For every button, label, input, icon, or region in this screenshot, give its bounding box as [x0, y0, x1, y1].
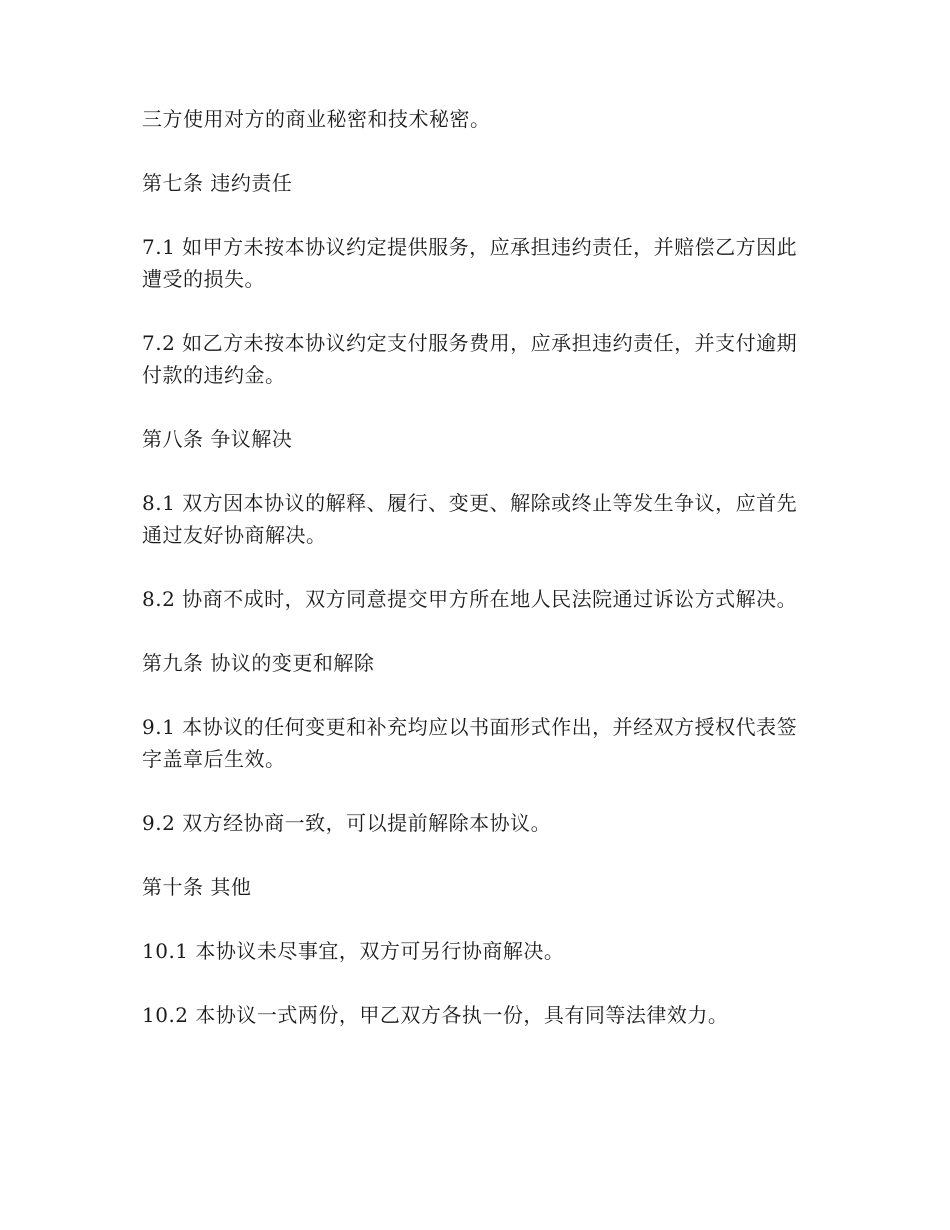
clause-8-2: 8.2 协商不成时，双方同意提交甲方所在地人民法院通过诉讼方式解决。	[142, 587, 798, 611]
clause-7-1: 7.1 如甲方未按本协议约定提供服务，应承担违约责任，并赔偿乙方因此遭受的损失。	[142, 235, 798, 291]
heading-article-9: 第九条 协议的变更和解除	[142, 651, 375, 675]
heading-article-10: 第十条 其他	[142, 875, 252, 899]
clause-10-1: 10.1 本协议未尽事宜，双方可另行协商解决。	[142, 939, 565, 963]
clause-8-1: 8.1 双方因本协议的解释、履行、变更、解除或终止等发生争议，应首先通过友好协商解决。	[142, 491, 798, 547]
paragraph-confidentiality-end: 三方使用对方的商业秘密和技术秘密。	[142, 107, 491, 131]
heading-article-7: 第七条 违约责任	[142, 171, 293, 195]
clause-10-2: 10.2 本协议一式两份，甲乙双方各执一份，具有同等法律效力。	[142, 1003, 729, 1027]
clause-7-2: 7.2 如乙方未按本协议约定支付服务费用，应承担违约责任，并支付逾期付款的违约金。	[142, 331, 798, 387]
heading-article-8: 第八条 争议解决	[142, 427, 293, 451]
clause-9-2: 9.2 双方经协商一致，可以提前解除本协议。	[142, 811, 552, 835]
document-body	[142, 103, 802, 1031]
clause-9-1: 9.1 本协议的任何变更和补充均应以书面形式作出，并经双方授权代表签字盖章后生效。	[142, 715, 798, 771]
